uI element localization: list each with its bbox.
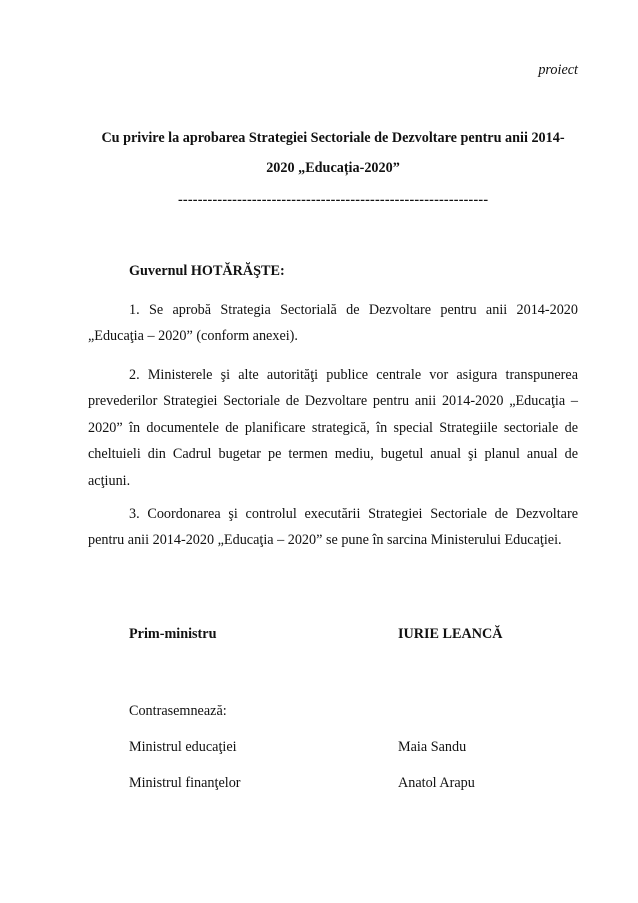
countersign-label: Contrasemnează: xyxy=(129,703,227,719)
education-minister-name: Maia Sandu xyxy=(398,739,467,755)
prime-minister-name: IURIE LEANCĂ xyxy=(398,626,503,642)
education-minister-title: Ministrul educaţiei xyxy=(129,739,237,755)
decision-heading: Guvernul HOTĂRĂŞTE: xyxy=(129,263,285,279)
title-separator: --------------------------------------------------------------- xyxy=(178,192,489,208)
document-title: Cu privire la aprobarea Strategiei Sectoriale de Dezvoltare pentru anii 2014-2020 „Educația-2020” xyxy=(101,130,565,176)
article-2: 2. Ministerele şi alte autorităţi publice centrale vor asigura transpunerea prevederilor Strategiei Sectoriale de Dezvoltare pentru anii 2014-2020 „Educaţia – 2020” în documentele de planificare strategică, în special Strategiile sectoriale de cheltuieli din Cadrul bugetar pe termen mediu, bugetul anual şi planul anual de acţiuni. xyxy=(88,367,578,489)
status-label: proiect xyxy=(538,62,578,78)
article-3: 3. Coordonarea şi controlul executării Strategiei Sectoriale de Dezvoltare pentru anii 2014-2020 „Educaţia – 2020” se pune în sarcina Ministerului Educaţiei. xyxy=(88,506,578,549)
prime-minister-title: Prim-ministru xyxy=(129,626,217,642)
finance-minister-name: Anatol Arapu xyxy=(398,775,475,791)
article-1: 1. Se aprobă Strategia Sectorială de Dezvoltare pentru anii 2014-2020 „Educaţia – 2020” (conform anexei). xyxy=(88,302,578,345)
finance-minister-title: Ministrul finanţelor xyxy=(129,775,241,791)
